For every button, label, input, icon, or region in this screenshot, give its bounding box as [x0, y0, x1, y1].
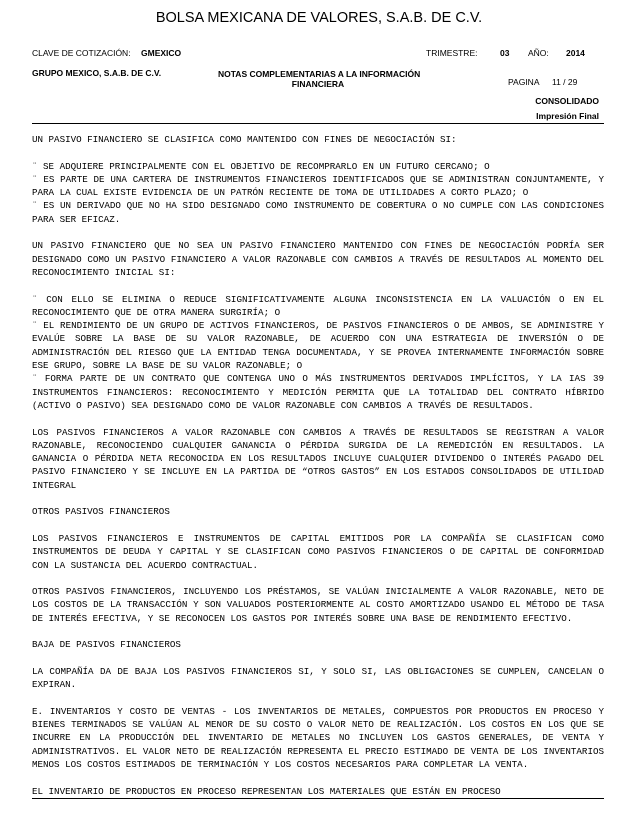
trimestre-label: TRIMESTRE: — [426, 48, 478, 58]
paragraph: OTROS PASIVOS FINANCIEROS — [32, 506, 170, 518]
clave-value: GMEXICO — [141, 48, 182, 58]
paragraph: E. INVENTARIOS Y COSTO DE VENTAS - LOS INVENTARIOS DE METALES, COMPUESTOS POR PRODUCTOS EN PROCESO Y BIENES TERMINADOS SE VALÚAN AL MENOR DE SU COSTO O VALOR NETO DE REALIZACIÓN. LOS COSTOS EN LOS QUE SE INCURRE EN LA PRODUCCIÓN DEL INVENTARIO DE METALES NO INCLUYEN LOS GASTOS GENERALES, DE VENTA Y ADMINISTRATIVOS. EL VALOR NETO DE REALIZACIÓN REPRESENTA EL PRECIO ESTIMADO DE VENTA DE LOS INVENTARIOS MENOS LOS COSTOS ESTIMADOS DE TERMINACIÓN Y LOS COSTOS NECESARIOS PARA COMPLETAR LA VENTA. — [32, 705, 604, 770]
paragraph: LA COMPAÑÍA DA DE BAJA LOS PASIVOS FINANCIEROS SI, Y SOLO SI, LAS OBLIGACIONES SE CUMPLEN, CANCELAN O EXPIRAN. — [32, 665, 604, 691]
consolidado-label: CONSOLIDADO — [535, 96, 599, 106]
paragraph: OTROS PASIVOS FINANCIEROS, INCLUYENDO LOS PRÉSTAMOS, SE VALÚAN INICIALMENTE A VALOR RAZONABLE, NETO DE LOS COSTOS DE LA TRANSACCIÓN Y SON VALUADOS POSTERIORMENTE AL COSTO AMORTIZADO USANDO EL MÉTODO DE TASA DE INTERÉS EFECTIVA, Y SE RECONOCEN LOS GASTOS POR INTERÉS SOBRE UNA BASE DE RENDIMIENTO EFECTIVO. — [32, 586, 604, 624]
paragraph: ¨ SE ADQUIERE PRINCIPALMENTE CON EL OBJETIVO DE RECOMPRARLO EN UN FUTURO CERCANO; O ¨ ES PARTE DE UNA CARTERA DE INSTRUMENTOS FINANCIEROS IDENTIFICADOS QUE SE ADMINISTRAN CONJUNTAMENTE, Y PARA LA CUAL EXISTE EVIDENCIA DE UN PATRÓN RECIENTE DE TOMA DE UTILIDADES A CORTO PLAZO; O ¨ ES UN DERIVADO QUE NO HA SIDO DESIGNADO COMO INSTRUMENTO DE COBERTURA O NO CUMPLE CON LAS CONDICIONES PARA SER EFICAZ. — [32, 160, 604, 225]
trimestre-value: 03 — [500, 48, 510, 58]
impresion-label: Impresión Final — [536, 111, 599, 121]
page-label: PAGINA — [508, 77, 540, 87]
notes-body — [32, 133, 604, 811]
clave-label: CLAVE DE COTIZACIÓN: — [32, 48, 131, 58]
paragraph: BAJA DE PASIVOS FINANCIEROS — [32, 639, 181, 651]
page-number: 11 / 29 — [552, 77, 578, 87]
anio-label: AÑO: — [528, 48, 549, 58]
company-title: BOLSA MEXICANA DE VALORES, S.A.B. DE C.V. — [155, 10, 483, 26]
anio-value: 2014 — [566, 48, 585, 58]
paragraph: LOS PASIVOS FINANCIEROS A VALOR RAZONABLE CON CAMBIOS A TRAVÉS DE RESULTADOS SE REGISTRAN A VALOR RAZONABLE, RECONOCIENDO CUALQUIER GANANCIA O PÉRDIDA SURGIDA DE LA REMEDICIÓN EN RESULTADOS. LA GANANCIA O PÉRDIDA NETA RECONOCIDA EN LOS RESULTADOS INCLUYE CUALQUIER DIVIDENDO O INTERÉS PAGADO DEL PASIVO FINANCIERO Y SE INCLUYE EN LA PARTIDA DE “OTROS GASTOS” EN LOS ESTADOS CONSOLIDADOS DE UTILIDAD INTEGRAL — [32, 426, 604, 491]
paragraph: LOS PASIVOS FINANCIEROS E INSTRUMENTOS DE CAPITAL EMITIDOS POR LA COMPAÑÍA SE CLASIFICAN COMO INSTRUMENTOS DE DEUDA Y CAPITAL Y SE CLASIFICAN COMO PASIVOS FINANCIEROS O DE CAPITAL DE CONFORMIDAD CON LA SUSTANCIA DEL ACUERDO CONTRACTUAL. — [32, 532, 604, 571]
header-divider — [32, 123, 604, 124]
company-name: GRUPO MEXICO, S.A.B. DE C.V. — [32, 68, 162, 78]
paragraph: ¨ CON ELLO SE ELIMINA O REDUCE SIGNIFICATIVAMENTE ALGUNA INCONSISTENCIA EN LA VALUACIÓN O EN EL RECONOCIMIENTO QUE DE OTRA MANERA SURGIRÍA; O ¨ EL RENDIMIENTO DE UN GRUPO DE ACTIVOS FINANCIEROS, DE PASIVOS FINANCIEROS O DE AMBOS, SE ADMINISTRE Y EVALÚE SOBRE LA BASE DE SU VALOR RAZONABLE, DE ACUERDO CON UNA ESTRATEGIA DE INVERSIÓN O DE ADMINISTRACIÓN DEL RIESGO QUE LA ENTIDAD TENGA DOCUMENTADA, Y SE PROVEA INTERNAMENTE INFORMACIÓN SOBRE ESE GRUPO, SOBRE LA BASE DE SU VALOR RAZONABLE; O ¨ FORMA PARTE DE UN CONTRATO QUE CONTENGA UNO O MÁS INSTRUMENTOS DERIVADOS IMPLÍCITOS, Y LA IAS 39 INSTRUMENTOS FINANCIEROS: RECONOCIMIENTO Y MEDICIÓN PERMITA QUE LA TOTALIDAD DEL CONTRATO HÍBRIDO (ACTIVO O PASIVO) SEA DESIGNADO COMO DE VALOR RAZONABLE CON CAMBIOS A TRAVÉS DE RESULTADOS. — [32, 293, 604, 411]
notes-title-line1: NOTAS COMPLEMENTARIAS A LA INFORMACIÓN — [218, 69, 421, 79]
footer-divider — [32, 798, 604, 799]
paragraph: UN PASIVO FINANCIERO QUE NO SEA UN PASIVO FINANCIERO MANTENIDO CON FINES DE NEGOCIACIÓN PODRÍA SER DESIGNADO COMO UN PASIVO FINANCIERO A VALOR RAZONABLE CON CAMBIOS A TRAVÉS DE RESULTADOS AL MOMENTO DEL RECONOCIMIENTO INICIAL SI: — [32, 240, 604, 278]
paragraph: EL INVENTARIO DE PRODUCTOS EN PROCESO REPRESENTAN LOS MATERIALES QUE ESTÁN EN PROCESO — [32, 785, 501, 797]
paragraph: UN PASIVO FINANCIERO SE CLASIFICA COMO MANTENIDO CON FINES DE NEGOCIACIÓN SI: — [32, 134, 457, 145]
notes-title-line2: FINANCIERA — [291, 79, 345, 89]
